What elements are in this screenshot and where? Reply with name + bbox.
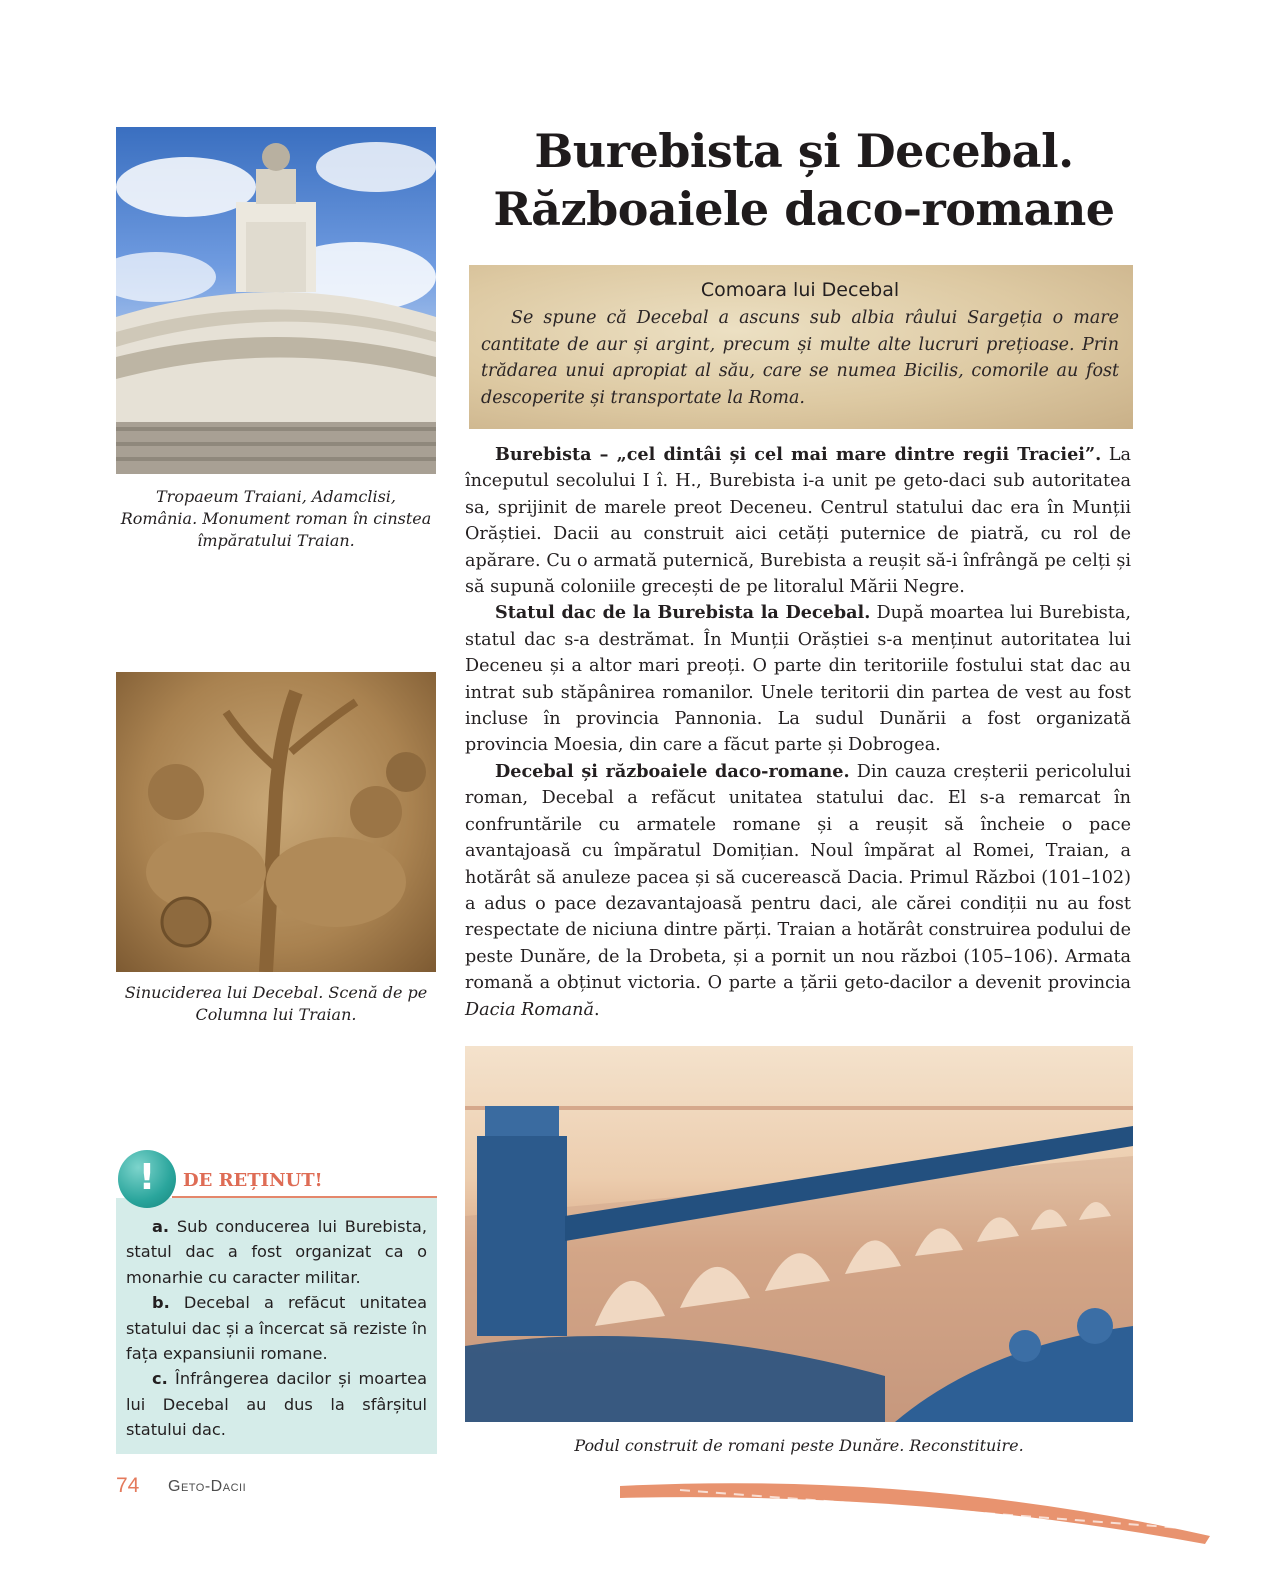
relief-caption: Sinuciderea lui Decebal. Scenă de pe Columna lui Traian. bbox=[124, 983, 428, 1024]
paragraph-heading: Burebista – „cel dintâi și cel mai mare dintre regii Traciei”. bbox=[495, 444, 1102, 465]
paragraph-dac-state bbox=[465, 600, 1131, 758]
retain-item-a bbox=[126, 1214, 427, 1290]
retain-title: DE REȚINUT! bbox=[183, 1170, 323, 1191]
relief-illustration bbox=[116, 672, 436, 972]
paragraph-end: . bbox=[594, 999, 600, 1020]
retain-divider bbox=[172, 1196, 437, 1198]
item-text: Sub conducerea lui Burebista, statul dac a fost organizat ca o monarhie cu caracter militar. bbox=[126, 1217, 427, 1287]
treasure-box bbox=[469, 265, 1133, 429]
paragraph-body: După moartea lui Burebista, statul dac s-a destrămat. În Munții Orăștiei s-a menținut autoritatea lui Deceneu și a altor mari preoți. O parte din teritoriile fostului stat dac au intrat sub stăpânirea romanilor. Unele teritorii din partea de vest au fost incluse în provincia Pannonia. La sudul Dunării a fost organizată provincia Moesia, din care a făcut parte și Dobrogea. bbox=[465, 603, 1131, 756]
decorative-ribbon bbox=[620, 1476, 1220, 1546]
province-name: Dacia Romană bbox=[465, 999, 594, 1020]
item-label: c. bbox=[152, 1369, 168, 1389]
page-title bbox=[460, 122, 1148, 238]
bridge-caption: Podul construit de romani peste Dunăre. Reconstituire. bbox=[574, 1436, 1024, 1455]
paragraph-body: Din cauza creșterii pericolului roman, Decebal a refăcut unitatea statului dac. El s-a remarcat în confruntările cu armatele romane și a reușit să încheie o pace avantajoasă cu împăratul Domițian. Noul împărat al Romei, Traian, a hotărât să anuleze pacea și să cucerească Dacia. Primul Război (101–102) a adus o pace dezavantajoasă pentru daci, ale cărei condiții nu au fost respectate de niciuna dintre părți. Traian a hotărât construirea podului de peste Dunăre, de la Drobeta, și a pornit un nou război (105–106). Armata romană a obținut victoria. O parte a țării geto-dacilor a devenit provincia bbox=[465, 761, 1132, 994]
title-line-1: Burebista și Decebal. bbox=[534, 124, 1074, 178]
item-label: b. bbox=[152, 1293, 170, 1313]
item-text: Decebal a refăcut unitatea statului dac și a încercat să reziste în fața expansiunii romane. bbox=[126, 1293, 427, 1364]
section-name: Geto-Dacii bbox=[168, 1478, 247, 1495]
monument-illustration bbox=[116, 127, 436, 474]
retain-box bbox=[116, 1198, 437, 1454]
retain-item-c bbox=[126, 1366, 427, 1442]
paragraph-heading: Statul dac de la Burebista la Decebal. bbox=[495, 602, 871, 624]
title-line-2: Războaiele daco-romane bbox=[493, 182, 1115, 236]
treasure-box-title: Comoara lui Decebal bbox=[700, 279, 900, 301]
bridge-drawing bbox=[465, 1046, 1133, 1422]
treasure-box-text: Se spune că Decebal a ascuns sub albia râului Sargeția o mare cantitate de aur și argint, precum și multe alte lucruri prețioase. Prin trădarea unui apropiat al său, care se numea Bicilis, comorile au fost descoperite și transportate la Roma. bbox=[481, 308, 1119, 408]
item-label: a. bbox=[152, 1217, 170, 1236]
exclamation-icon: ! bbox=[118, 1150, 176, 1208]
paragraph-body: La începutul secolului I î. H., Burebista i-a unit pe geto-daci sub autoritatea sa, sprijinit de marele preot Deceneu. Centrul statului dac era în Munții Orăștiei. Dacii au construit aici cetăți puternice de piatră, cu rol de apărare. Cu o armată puternică, Burebista a reușit să-i înfrângă pe celți și să supună coloniile grecești de pe litoralul Mării Negre. bbox=[465, 445, 1131, 598]
trajan-column-relief-photo bbox=[116, 672, 436, 972]
paragraph-heading: Decebal și războaiele daco-romane. bbox=[495, 760, 850, 782]
paragraph-burebista bbox=[465, 442, 1131, 600]
retain-item-b bbox=[126, 1290, 427, 1366]
page-number: 74 bbox=[116, 1474, 140, 1497]
main-text bbox=[465, 442, 1131, 1023]
danube-bridge-illustration bbox=[465, 1046, 1133, 1422]
paragraph-decebal bbox=[465, 759, 1131, 1023]
monument-caption: Tropaeum Traiani, Adamclisi, România. Monument roman în cinstea împăratului Traian. bbox=[120, 487, 432, 550]
item-text: Înfrângerea dacilor și moartea lui Decebal au dus la sfârșitul statului dac. bbox=[126, 1369, 427, 1440]
tropaeum-traiani-photo bbox=[116, 127, 436, 474]
